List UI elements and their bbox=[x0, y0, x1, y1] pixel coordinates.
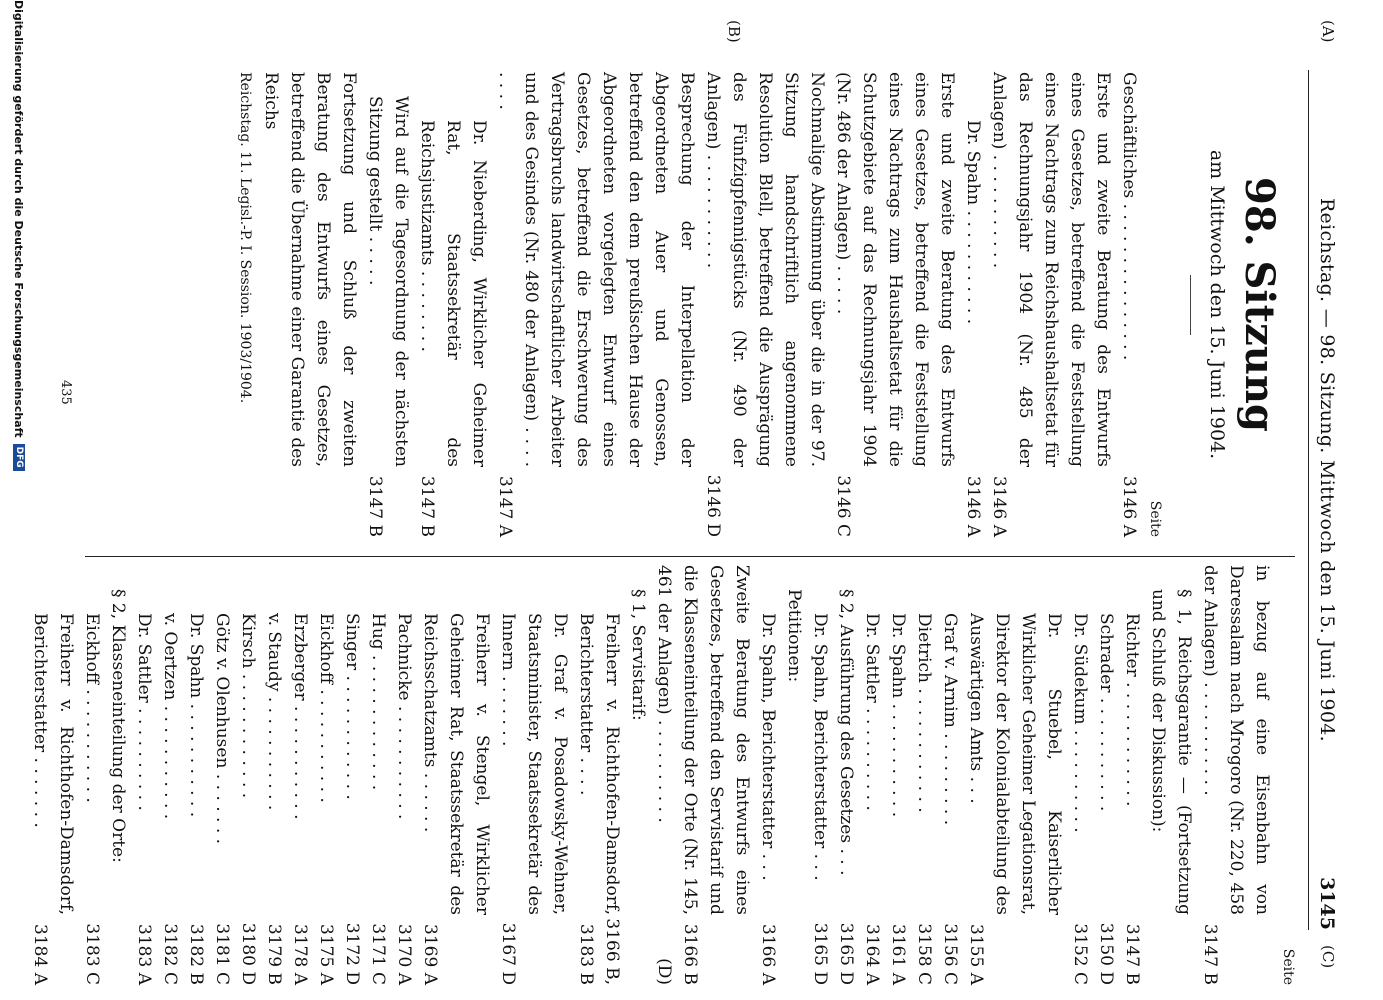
toc-entry bbox=[781, 565, 807, 985]
entry-text: Singer . . . . . . . . . . . . bbox=[342, 613, 362, 800]
right-item-list bbox=[27, 565, 1275, 985]
toc-entry bbox=[807, 565, 833, 985]
toc-entry bbox=[495, 565, 573, 985]
left-column bbox=[232, 72, 1301, 537]
entry-text: Dr. Spahn . . . . . . . . . . . bbox=[888, 613, 908, 818]
entry-text: Zweite Beratung des Entwurfs eines Gesetzes, betreffend den Servistarif und die Klasseneinteilung der Orte (Nr. 145, 461 der Anlagen) . . . . . . . . . . bbox=[654, 565, 752, 915]
session-heading: 98. Sitzung bbox=[1236, 177, 1283, 432]
toc-entry bbox=[391, 565, 417, 985]
entry-text: in bezug auf eine Eisenbahn von Daressalam nach Mrogoro (Nr. 220, 458 der Anlagen) . . . . . . . . . . . bbox=[1200, 565, 1272, 915]
left-item-list bbox=[258, 72, 1142, 537]
entry-text: Eickhoff . . . . . . . . . . . bbox=[316, 613, 336, 803]
entry-text: Dr. Spahn . . . . . . . . . . . bbox=[186, 613, 206, 818]
entry-text: Geschäftliches . . . . . . . . . . . . . . . bbox=[1119, 72, 1139, 361]
page-header bbox=[1308, 70, 1345, 930]
toc-entry bbox=[1119, 565, 1145, 985]
entry-page: 3164 A bbox=[862, 924, 882, 985]
entry-page: 3166 B (D) bbox=[654, 923, 700, 985]
toc-entry bbox=[365, 565, 391, 985]
entry-text: v. Oertzen . . . . . . . . . . . bbox=[160, 613, 180, 820]
entry-text: Dr. Graf v. Posadowsky-Wehner, Staatsminister, Staatssekretär des Innern . . . . . . . bbox=[498, 613, 570, 915]
toc-entry bbox=[79, 565, 105, 985]
toc-entry bbox=[625, 565, 651, 985]
page-number: 3145 bbox=[1316, 877, 1338, 930]
entry-text: Erzberger . . . . . . . . . . . bbox=[290, 613, 310, 820]
toc-entry bbox=[1093, 565, 1119, 985]
entry-text: v. Staudy . . . . . . . . . . . bbox=[264, 613, 284, 811]
footer-note: Reichstag. 11. Legisl.-P. I. Session. 1903/1904. bbox=[237, 72, 253, 404]
entry-text: Dr. Sattler . . . . . . . . . . bbox=[134, 613, 154, 811]
entry-page: 3180 D bbox=[238, 922, 258, 985]
entry-text: Richter . . . . . . . . . . . . bbox=[1122, 613, 1142, 807]
marker-a: (A) bbox=[1319, 20, 1337, 43]
entry-text: Dr. Sattler . . . . . . . . . . bbox=[862, 613, 882, 811]
entry-page: 3155 A bbox=[966, 924, 986, 985]
toc-entry bbox=[1116, 72, 1142, 537]
credit-text: Digitalisierung gefördert durch die Deutsche Forschungsgemeinschaft bbox=[12, 0, 26, 438]
signature-mark: 435 bbox=[58, 380, 73, 405]
entry-page: 3165 D bbox=[810, 922, 830, 985]
column-divider bbox=[85, 556, 1295, 557]
entry-text: Götz v. Olenhusen . . . . . . . bbox=[212, 613, 232, 845]
toc-entry bbox=[1067, 565, 1093, 985]
session-date: am Mittwoch den 15. Juni 1904. bbox=[1206, 149, 1228, 460]
entry-text: Hug . . . . . . . . . . . . . bbox=[368, 613, 388, 791]
entry-text: Erste und zweite Beratung des Entwurfs eines Gesetzes, betreffend die Feststellung eines Nachtrags zum Reichshaushaltsetat für das Rechnungsjahr 1904 (Nr. 485 der Anlagen) . . . . . . . . . . . bbox=[989, 72, 1113, 467]
toc-entry bbox=[261, 565, 287, 985]
toc-entry bbox=[339, 565, 365, 985]
entry-page: 3184 A bbox=[30, 924, 50, 985]
entry-text: § 1, Reichsgarantie — (Fortsetzung und Schluß der Diskussion): bbox=[1148, 589, 1194, 915]
entry-page: 3147 A bbox=[495, 476, 515, 537]
entry-text: Freiherr v. Richthofen-Damsdorf, Berichterstatter . . . . . . . bbox=[30, 613, 76, 915]
entry-text: Dr. Spahn . . . . . . . . . . . bbox=[963, 120, 983, 325]
entry-page: 3182 B bbox=[186, 923, 206, 985]
entry-text: Freiherr v. Richthofen-Damsdorf, Berichterstatter . . . . bbox=[576, 613, 622, 915]
toc-entry bbox=[287, 565, 313, 985]
entry-text: Petitionen: bbox=[784, 589, 804, 683]
toc-entry bbox=[830, 72, 960, 537]
entry-text: Dr. Nieberding, Wirklicher Geheimer Rat, Staatssekretär des Reichsjustizamts . . . . . . . . bbox=[417, 120, 489, 467]
toc-entry bbox=[313, 565, 339, 985]
entry-page: 3166 B, 3183 B bbox=[576, 918, 622, 985]
entry-page: 3165 D bbox=[836, 922, 856, 985]
entry-page: 3147 B bbox=[1122, 923, 1142, 985]
entry-page: 3146 D bbox=[703, 474, 723, 537]
entry-text: Dietrich . . . . . . . . . . . . bbox=[914, 613, 934, 813]
entry-page: 3150 D bbox=[1096, 922, 1116, 985]
entry-text: Wird auf die Tagesordnung der nächsten Sitzung gestellt . . . . . bbox=[365, 96, 411, 467]
entry-page: 3147 B bbox=[365, 475, 385, 537]
entry-text: Dr. Südekum . . . . . . . . . . bbox=[1070, 613, 1090, 833]
toc-entry bbox=[986, 72, 1116, 537]
digitization-credit bbox=[0, 0, 38, 1000]
toc-entry bbox=[492, 72, 700, 537]
entry-page: 3167 D bbox=[498, 922, 518, 985]
toc-entry bbox=[960, 72, 986, 537]
entry-text: Kirsch . . . . . . . . . . . . bbox=[238, 613, 258, 799]
toc-entry bbox=[885, 565, 911, 985]
entry-page: 3146 A bbox=[1119, 476, 1139, 537]
entry-page: 3146 A bbox=[963, 476, 983, 537]
entry-page: 3178 A bbox=[290, 924, 310, 985]
entry-page: 3166 A bbox=[758, 924, 778, 985]
entry-text: Besprechung der Interpellation der Abgeordneten Auer und Genossen, betreffend den dem preußischen Hause der Abgeordneten vorgelegten Entwurf eines Gesetzes, betreffend die Erschwerung des Vertragsbruchs landwirtschaftlicher Arbeiter und des Gesindes (Nr. 480 der Anlagen) . . . . . . . . bbox=[495, 72, 697, 467]
entry-page: 3170 A bbox=[394, 924, 414, 985]
entry-text: Nochmalige Abstimmung über die in der 97. Sitzung handschriftlich angenommene Resolution Blell, betreffend die Ausprägung des Fünfzigpfennigstücks (Nr. 490 der Anlagen) . . . . . . . . . . . bbox=[703, 72, 827, 467]
entry-text: Eickhoff . . . . . . . . . . . bbox=[82, 613, 102, 803]
header-title: Reichstag. — 98. Sitzung. Mittwoch den 15. Juni 1904. bbox=[1316, 197, 1338, 743]
entry-text: § 1, Servistarif: bbox=[628, 589, 648, 721]
entry-text: Dr. Stuebel, Kaiserlicher Wirklicher Geheimer Legationsrat, Direktor der Kolonialabteilung des Auswärtigen Amts . . . bbox=[966, 613, 1064, 915]
entry-page: 3169 A bbox=[420, 924, 440, 985]
entry-text: § 2, Ausführung des Gesetzes . . . bbox=[836, 589, 856, 876]
entry-text: Pachnicke . . . . . . . . . . . bbox=[394, 613, 414, 820]
toc-entry bbox=[157, 565, 183, 985]
entry-page: 3146 C bbox=[833, 475, 853, 537]
entry-text: Erste und zweite Beratung des Entwurfs eines Gesetzes, betreffend die Feststellung eines Nachtrags zum Haushaltsetat für die Schutzgebiete auf das Rechnungsjahr 1904 (Nr. 486 der Anlagen) . . . . . bbox=[833, 72, 957, 467]
toc-entry bbox=[131, 565, 157, 985]
entry-page: 3175 A bbox=[316, 924, 336, 985]
entry-page: 3152 C bbox=[1070, 923, 1090, 985]
toc-entry bbox=[700, 72, 830, 537]
entry-text: Dr. Spahn, Berichterstatter . . . bbox=[810, 613, 830, 881]
entry-text: Dr. Spahn, Berichterstatter . . . bbox=[758, 613, 778, 881]
entry-page: 3172 D bbox=[342, 922, 362, 985]
toc-entry bbox=[258, 72, 362, 537]
marker-b: (B) bbox=[725, 20, 743, 43]
toc-entry bbox=[105, 565, 131, 985]
toc-entry bbox=[573, 565, 625, 985]
entry-text: Graf v. Arnim . . . . . . . . . bbox=[940, 613, 960, 826]
toc-entry bbox=[937, 565, 963, 985]
entry-page: 3156 C bbox=[940, 923, 960, 985]
right-column bbox=[27, 565, 1301, 985]
toc-entry bbox=[209, 565, 235, 985]
toc-entry bbox=[859, 565, 885, 985]
toc-entry bbox=[833, 565, 859, 985]
toc-entry bbox=[235, 565, 261, 985]
entry-page: 3182 C bbox=[160, 923, 180, 985]
entry-text: Freiherr v. Stengel, Wirklicher Geheimer Rat, Staatssekretär des Reichsschatzamts . . . . . . bbox=[420, 613, 492, 915]
separator bbox=[1190, 275, 1191, 335]
toc-entry bbox=[963, 565, 1067, 985]
toc-entry bbox=[1197, 565, 1275, 985]
entry-page: 3181 C bbox=[212, 923, 232, 985]
toc-entry bbox=[362, 72, 414, 537]
toc-entry bbox=[183, 565, 209, 985]
toc-entry bbox=[417, 565, 495, 985]
toc-entry bbox=[1145, 565, 1197, 985]
toc-entry bbox=[911, 565, 937, 985]
toc-entry bbox=[414, 72, 492, 537]
seite-label-right: Seite bbox=[1280, 948, 1296, 985]
entry-text: Schrader . . . . . . . . . . . bbox=[1096, 613, 1116, 812]
dfg-logo: DFG bbox=[13, 444, 25, 471]
entry-page: 3147 B bbox=[417, 475, 437, 537]
entry-page: 3158 C bbox=[914, 923, 934, 985]
toc-entry bbox=[651, 565, 755, 985]
seite-label: Seite bbox=[1147, 500, 1163, 537]
entry-page: 3183 C bbox=[82, 923, 102, 985]
marker-c: (C) bbox=[1319, 945, 1337, 969]
entry-page: 3183 A bbox=[134, 924, 154, 985]
entry-page: 3161 A bbox=[888, 924, 908, 985]
toc-entry bbox=[755, 565, 781, 985]
entry-page: 3147 B bbox=[1200, 923, 1220, 985]
entry-text: Fortsetzung und Schluß der zweiten Beratung des Entwurfs eines Gesetzes, betreffend die Übernahme einer Garantie des Reichs bbox=[261, 72, 359, 467]
entry-page: 3146 A bbox=[989, 476, 1009, 537]
entry-text: § 2, Klasseneinteilung der Orte: bbox=[108, 589, 128, 863]
entry-page: 3171 C bbox=[368, 923, 388, 985]
entry-page: 3179 B bbox=[264, 923, 284, 985]
